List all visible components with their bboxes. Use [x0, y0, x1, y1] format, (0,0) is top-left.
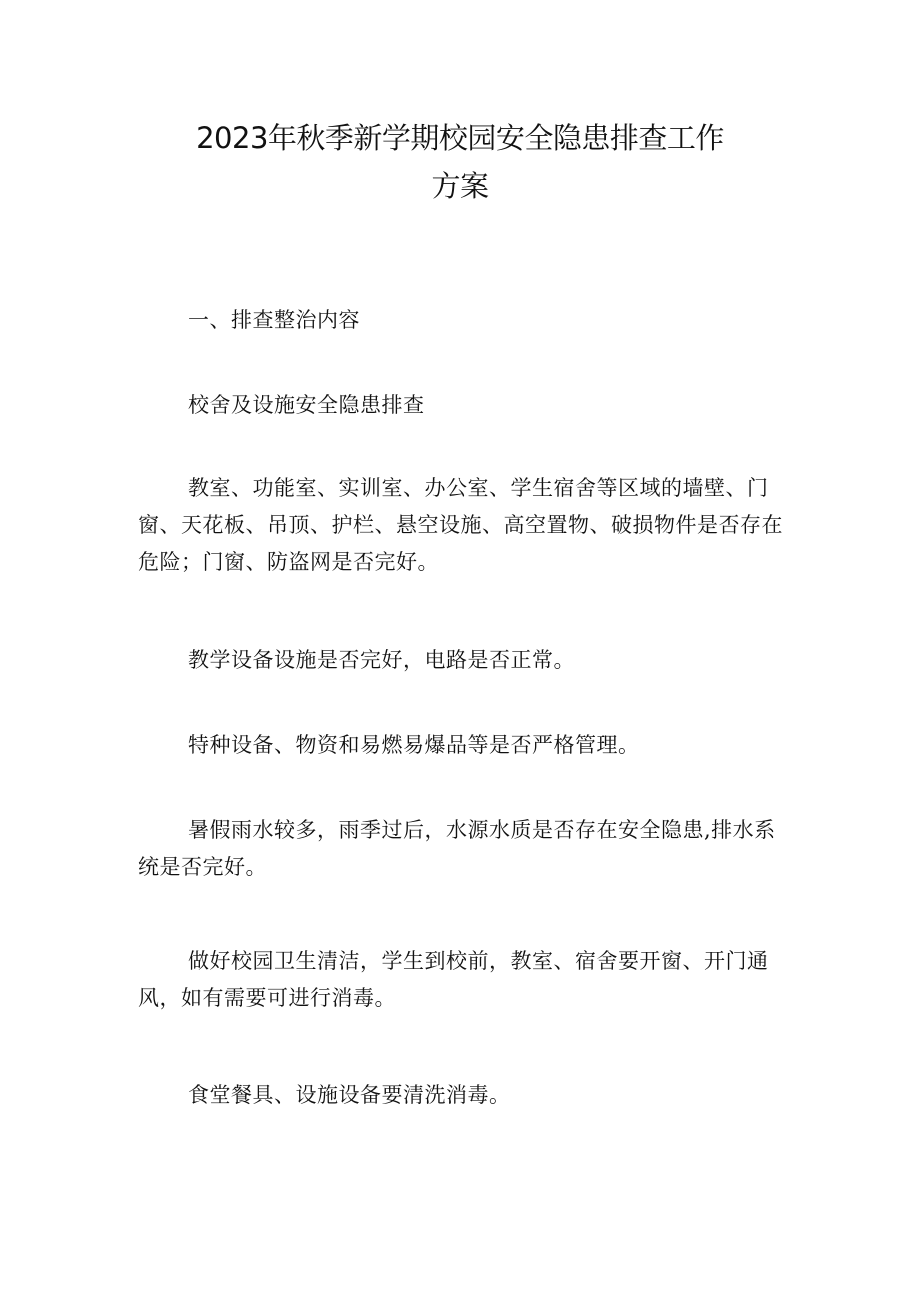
document-title-line-2: 方案: [431, 169, 489, 203]
paragraph-rooms-inspection: 教室、功能室、实训室、办公室、学生宿舍等区域的墙壁、门窗、天花板、吊顶、护栏、悬空设施、高空置物、破损物件是否存在危险；门窗、防盗网是否完好。: [138, 476, 783, 574]
paragraph-equipment-circuits: 教学设备设施是否完好，电路是否正常。: [188, 648, 575, 672]
subheading-building-facilities: 校舍及设施安全隐患排查: [188, 393, 425, 417]
document-title: [150, 114, 770, 210]
paragraph-cleaning-ventilation: 做好校园卫生清洁，学生到校前，教室、宿舍要开窗、开门通风，如有需要可进行消毒。: [138, 949, 769, 1010]
paragraph-special-equipment: 特种设备、物资和易燃易爆品等是否严格管理。: [188, 733, 640, 757]
paragraph-canteen-disinfection: 食堂餐具、设施设备要清洗消毒。: [188, 1083, 511, 1107]
paragraph-water-drainage: 暑假雨水较多，雨季过后，水源水质是否存在安全隐患,排水系统是否完好。: [138, 818, 776, 879]
section-heading-inspection-content: 一、排查整治内容: [188, 308, 360, 332]
document-title-line-1: 2023年秋季新学期校园安全隐患排查工作: [196, 121, 724, 155]
